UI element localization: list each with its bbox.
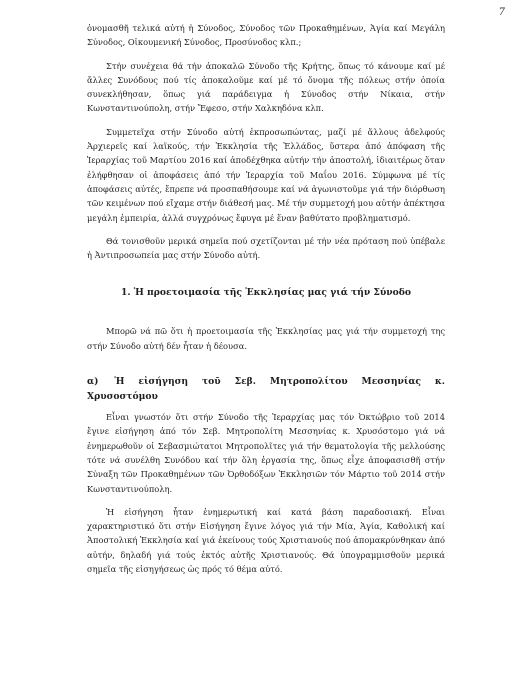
page-number: 7 [498, 7, 505, 18]
subsection-title: Ἡ εἰσήγηση τοῦ Σεβ. Μητροπολίτου Μεσσηνίας κ. Χρυσοστόμου [87, 376, 445, 402]
paragraph: Ἡ εἰσήγηση ἦταν ἐνημερωτική καί κατά βάση παραδοσιακή. Εἶναι χαρακτηριστικό ὅτι στήν Εἰσήγηση ἔγινε λόγος γιά τήν Μία, Ἁγία, Καθολική καί Ἀποστολική Ἐκκλησία καί γιά ἐκείνους τούς Χριστιανούς πού ἀπομακρύνθηκαν ἀπό αὐτήν, δηλαδή γιά τούς ἐκτός αὐτῆς Χριστιανούς. Θά ὑπογραμμισθοῦν μερικά σημεῖα τῆς εἰσηγήσεως ὡς πρός τό θέμα αὐτό. [87, 506, 445, 575]
document-body [87, 21, 445, 585]
paragraph: Θά τονισθοῦν μερικά σημεῖα πού σχετίζονται μέ τήν νέα πρόταση πού ὑπέβαλε ἡ Ἀντιπροσωπεία μας στήν Σύνοδο αὐτή. [87, 235, 445, 261]
section-intro-paragraph: Μπορῶ νά πῶ ὅτι ἡ προετοιμασία τῆς Ἐκκλησίας μας γιά τήν συμμετοχή της στήν Σύνοδο αὐτή δέν ἦταν ἡ δέουσα. [87, 326, 445, 351]
subsection-label: α) [87, 376, 99, 388]
paragraph-continued: ὀνομασθῆ τελικά αὐτή ἡ Σύνοδος, Σύνοδος τῶν Προκαθημένων, Ἁγία καί Μεγάλη Σύνοδος, Οἰκουμενική Σύνοδος, Προσύνοδος κλπ.; [87, 23, 445, 48]
paragraph: Εἶναι γνωστόν ὅτι στήν Σύνοδο τῆς Ἱεραρχίας μας τόν Ὀκτώβριο τοῦ 2014 ἔγινε εἰσήγηση ἀπό τόν Σεβ. Μητροπολίτη Μεσσηνίας κ. Χρυσόστομο γιά νά ἐνημερωθοῦν οἱ Σεβασμιώτατοι Μητροπολῖτες γιά τήν θεματολογία τῆς μελλούσης τότε νά συνέλθη Συνόδου καί τήν ὅλη ἐργασία της, ὅπως εἶχε ἀποφασισθῆ στήν Σύναξη τῶν Προκαθημένων τῶν Ὀρθοδόξων Ἐκκλησιῶν τόν Μάρτιο τοῦ 2014 στήν Κωνσταντινούπολη. [87, 412, 445, 494]
section-heading: 1. Ἡ προετοιμασία τῆς Ἐκκλησίας μας γιά τήν Σύνοδο [120, 287, 412, 299]
paragraph: Συμμετεῖχα στήν Σύνοδο αὐτή ἐκπροσωπώντας, μαζί μέ ἄλλους ἀδελφούς Ἀρχιερεῖς καί λαϊκούς, τήν Ἐκκλησία τῆς Ἑλλάδος, ὕστερα ἀπό ἀπόφαση τῆς Ἱεραρχίας τοῦ Μαρτίου 2016 καί ἀποδέχθηκα αὐτήν τήν ἀποστολή, ἰδιαιτέρως ὅταν ἐλήφθησαν οἱ ἀποφάσεις ἀπό τήν Ἱεραρχία τοῦ Μαΐου 2016. Σύμφωνα μέ τίς ἀποφάσεις αὐτές, ἔπρεπε νά προσπαθήσουμε καί νά ἀγωνιστοῦμε γιά τήν διόρθωση τῶν κειμένων πού εἴχαμε στήν διάθεσή μας. Μέ τήν συμμετοχή μου αὐτήν ἀπέκτησα μεγάλη ἐμπειρία, ἀλλά συγχρόνως ἔφυγα μέ ἕναν βαθύτατο προβληματισμό. [87, 126, 445, 223]
paragraph: Στήν συνέχεια θά τήν ἀποκαλῶ Σύνοδο τῆς Κρήτης, ὅπως τό κάνουμε καί μέ ἄλλες Συνόδους πού τίς ἀποκαλοῦμε καί μέ τό ὄνομα τῆς πόλεως στήν ὁποία συνεκλήθησαν, ὅπως γιά παράδειγμα ἡ Σύνοδος στήν Νίκαια, στήν Κωνσταντινούπολη, στήν Ἔφεσο, στήν Χαλκηδόνα κλπ. [87, 60, 445, 114]
subsection-heading [87, 375, 445, 404]
